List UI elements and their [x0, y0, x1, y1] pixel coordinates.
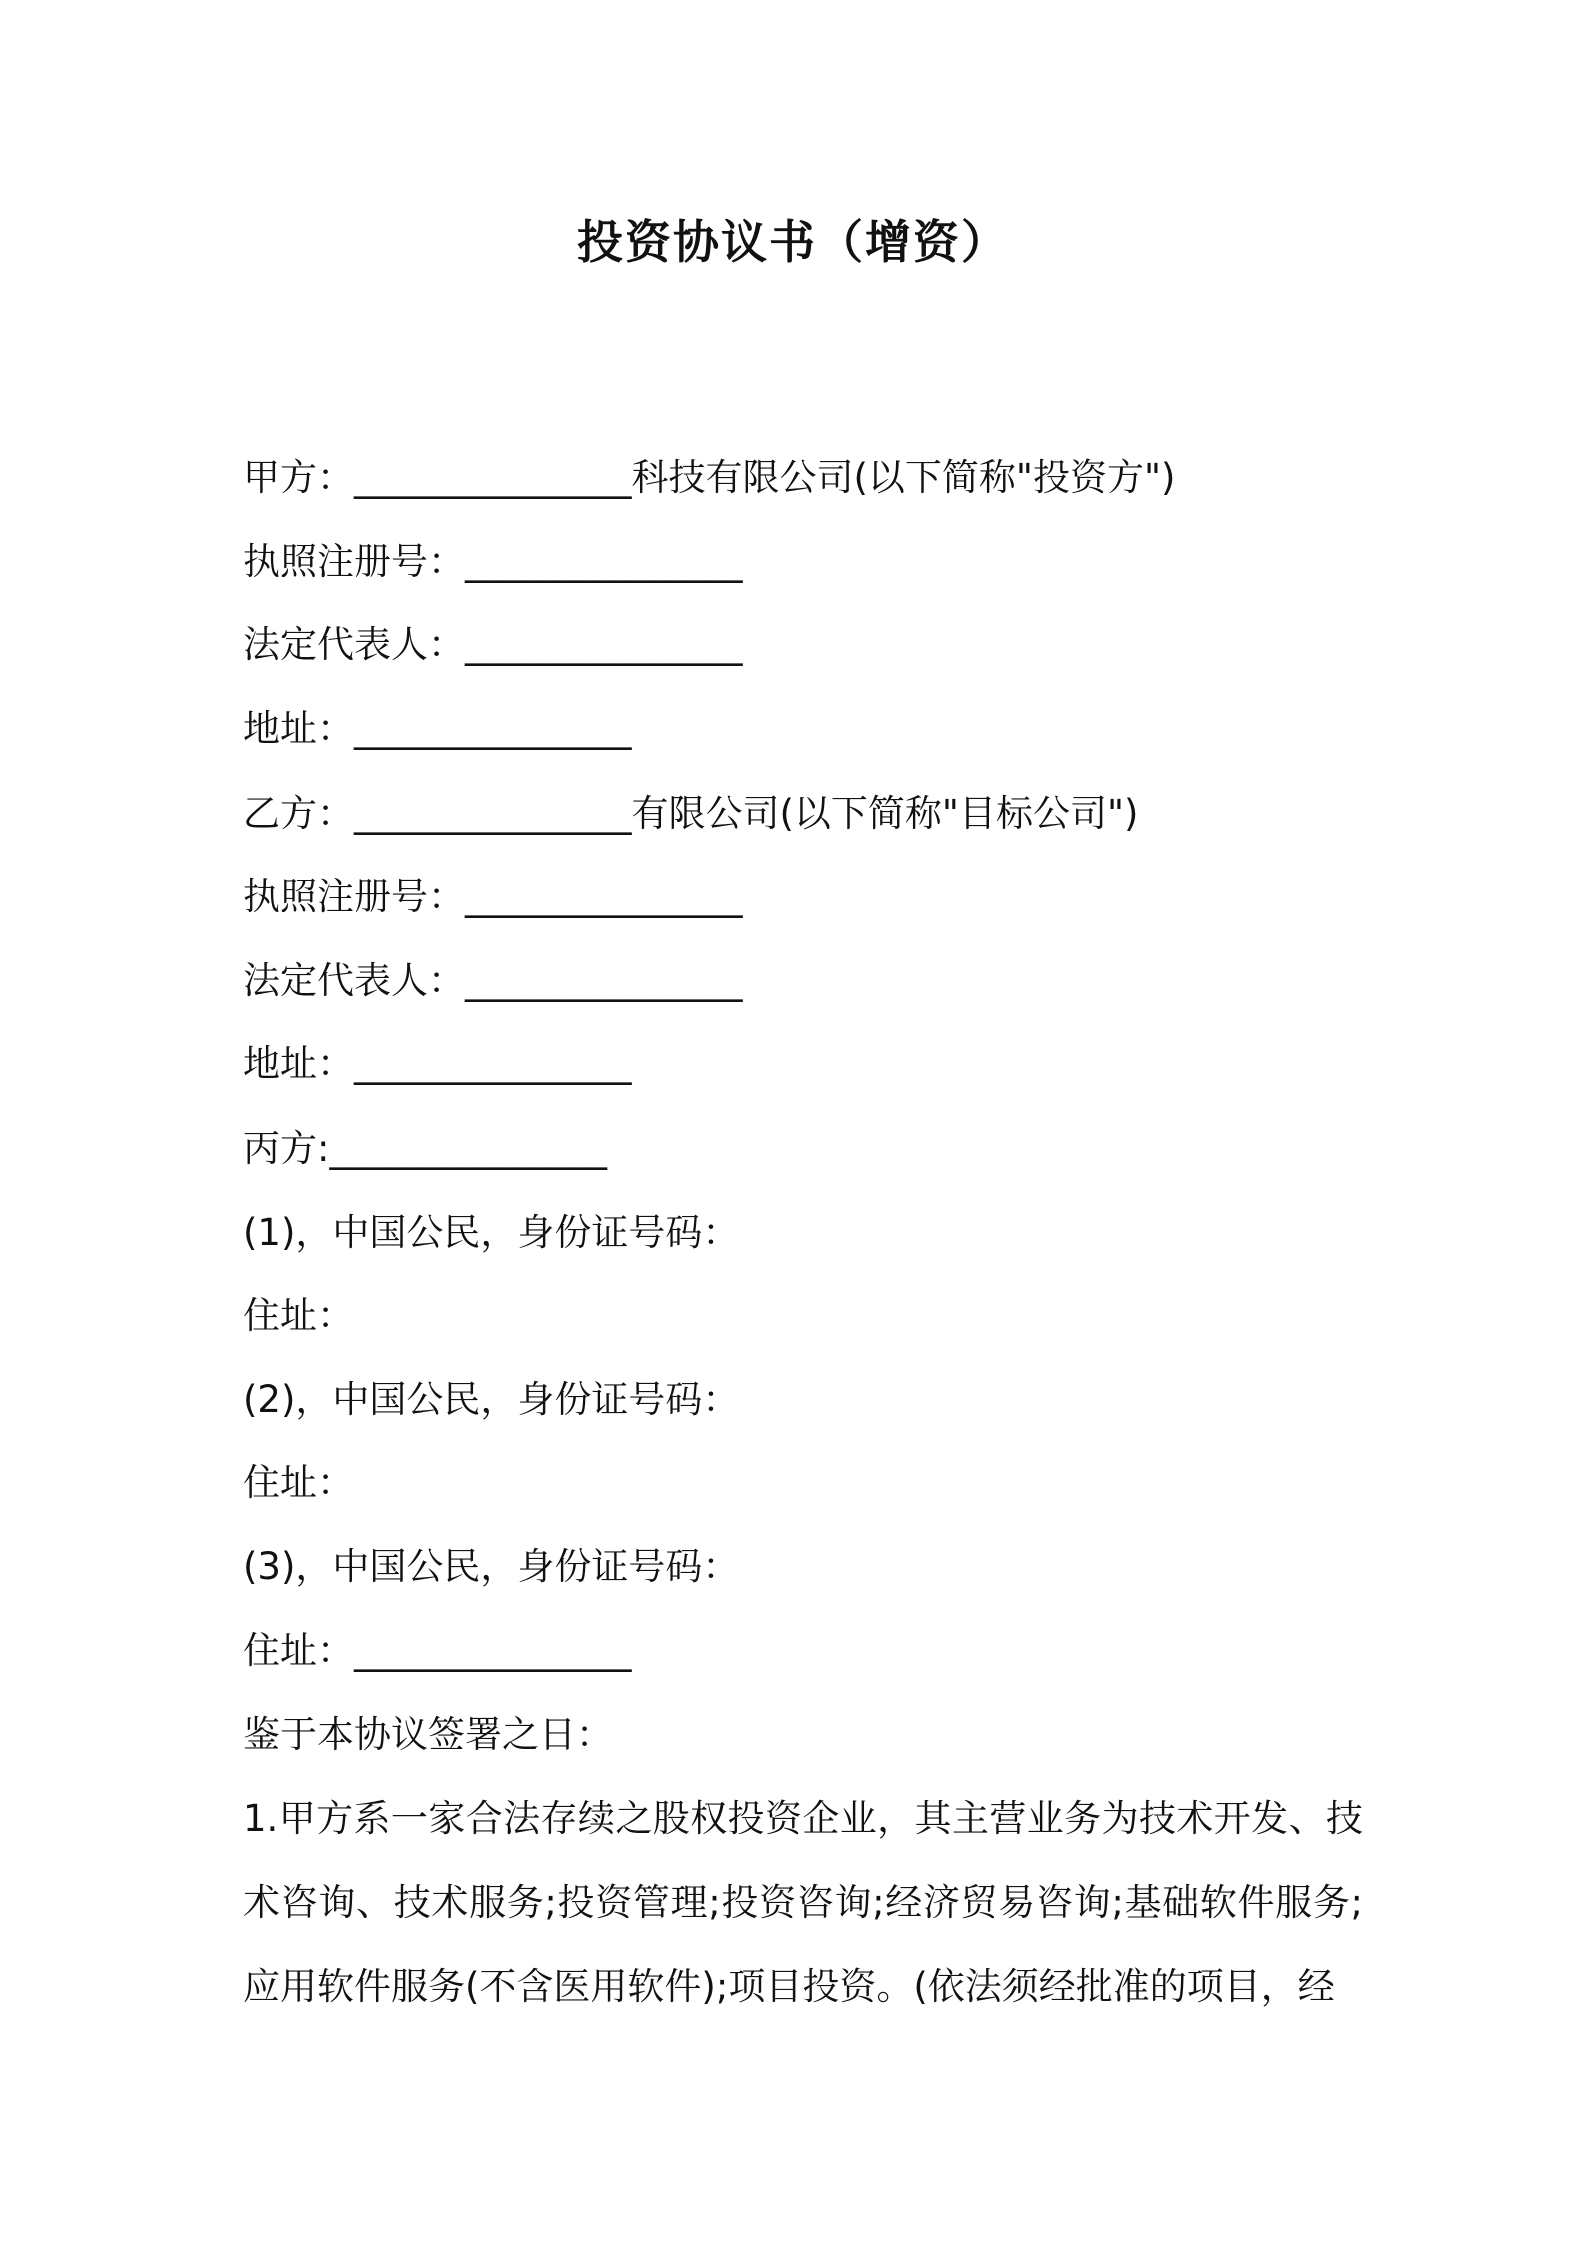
document-title: 投资协议书（增资） — [577, 215, 1009, 269]
party-b-address: 地址：_______________ — [243, 1042, 632, 1085]
clause-1-paragraph: 1.甲方系一家合法存续之股权投资企业，其主营业务为技术开发、技术咨询、技术服务;投资管理;投资咨询;经济贸易咨询;基础软件服务;应用软件服务(不含医用软件);项目投资。(依法须经批准的项目，经 — [243, 1797, 1363, 2008]
party-c-person-3: (3)，中国公民，身份证号码： — [243, 1545, 740, 1588]
party-a-line: 甲方：_______________科技有限公司(以下简称"投资方") — [243, 456, 1176, 499]
party-c-residence-2: 住址： — [243, 1461, 354, 1504]
party-b-license: 执照注册号：_______________ — [243, 875, 743, 918]
party-c-residence-1: 住址： — [243, 1294, 354, 1337]
party-a-license: 执照注册号：_______________ — [243, 540, 743, 583]
party-b-line: 乙方：_______________有限公司(以下简称"目标公司") — [243, 792, 1139, 835]
party-b-representative: 法定代表人：_______________ — [243, 959, 743, 1002]
whereas-line: 鉴于本协议签署之日： — [243, 1713, 613, 1756]
party-a-representative: 法定代表人：_______________ — [243, 623, 743, 666]
party-c-person-1: (1)，中国公民，身份证号码： — [243, 1211, 740, 1254]
party-c-residence-3: 住址：_______________ — [243, 1629, 632, 1672]
party-a-address: 地址：_______________ — [243, 707, 632, 750]
party-c-person-2: (2)，中国公民，身份证号码： — [243, 1378, 740, 1421]
party-c-line: 丙方:_______________ — [243, 1127, 607, 1170]
